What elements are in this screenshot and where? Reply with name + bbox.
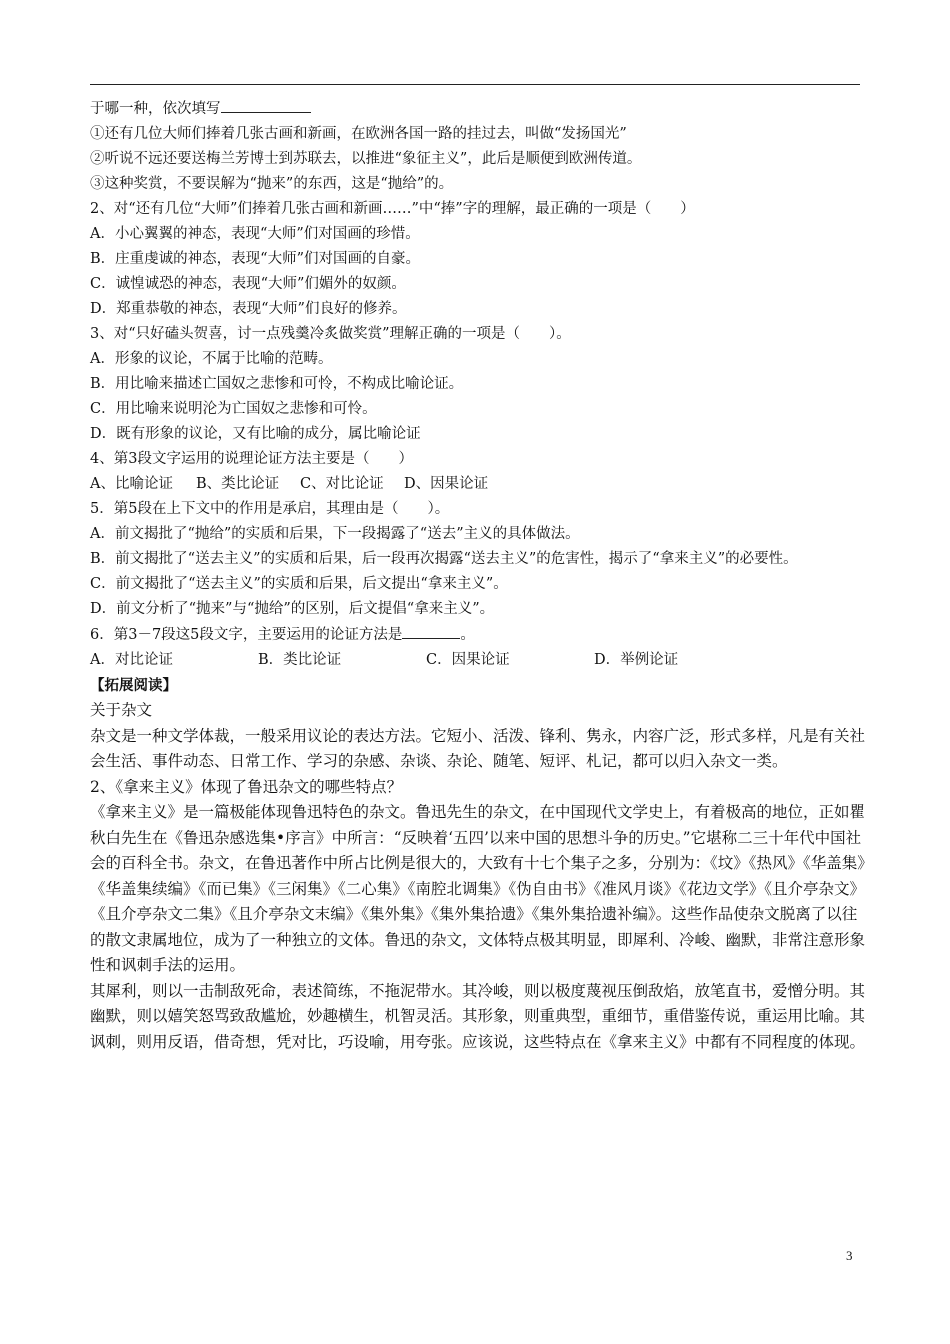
question-6-end: 。 (460, 627, 475, 643)
question-2-option-a: A．小心翼翼的神态，表现“大师”们对国画的珍惜。 (90, 226, 420, 242)
extended-paragraph-3: 其犀利，则以一击制敌死命，表述简练，不拖泥带水。其冷峻，则以极度蔑视压倒敌焰，放笔直书，爱憎分明。其幽默，则以嬉笑怒骂致敌尴尬，妙趣横生，机智灵活。其形象，则重典型，重细节，重借鉴传说，重运用比喻。其讽刺，则用反语，借奇想，凭对比，巧设喻，用夸张。应该说，这些特点在《拿来主义》中都有不同程度的体现。 (90, 981, 866, 1051)
page-number: 3 (846, 1248, 853, 1263)
question-4: 4、第3段文字运用的说理论证方法主要是（ ） (90, 451, 413, 467)
question-6-options (90, 648, 865, 673)
question-2-option-d: D．郑重恭敬的神态，表现“大师”们良好的修养。 (90, 301, 407, 317)
question-2: 2、对“还有几位“大师”们捧着几张古画和新画……”中“捧”字的理解，最正确的一项是（ ） (90, 201, 695, 217)
question-6-option-d: D．举例论证 (594, 652, 679, 668)
question-6-text: 6．第3－7段这5段文字，主要运用的论证方法是 (90, 627, 403, 643)
sentence-3: ③这种奖赏，不要误解为“抛来”的东西，这是“抛给”的。 (90, 176, 454, 192)
sentence-2: ②听说不远还要送梅兰芳博士到苏联去，以推进“象征主义”，此后是顺便到欧洲传道。 (90, 151, 642, 167)
question-2-option-c: C．诚惶诚恐的神态，表现“大师”们媚外的奴颜。 (90, 276, 406, 292)
answer-blank-6[interactable] (402, 622, 460, 639)
question-5-option-d: D．前文分析了“抛来”与“抛给”的区别，后文提倡“拿来主义”。 (90, 601, 495, 617)
question-6-option-a: A．对比论证 (90, 652, 173, 668)
extended-paragraph-1: 杂文是一种文学体裁，一般采用议论的表达方法。它短小、活泼、锋利、隽永，内容广泛，形式多样，凡是有关社会生活、事件动态、日常工作、学习的杂感、杂谈、杂论、随笔、短评、札记，都可以归入杂文一类。 (90, 726, 866, 770)
question-6-option-b: B．类比论证 (258, 652, 342, 668)
question-2-option-b: B．庄重虔诚的神态，表现“大师”们对国画的自豪。 (90, 251, 420, 267)
question-5-option-b: B．前文揭批了“送去主义”的实质和后果，后一段再次揭露“送去主义”的危害性，揭示了“拿来主义”的必要性。 (90, 551, 798, 567)
question-3: 3、对“只好磕头贺喜，讨一点残羹冷炙做奖赏”理解正确的一项是（ ）。 (90, 326, 571, 342)
page-content (90, 96, 865, 1055)
question-4-option-c: C、对比论证 (300, 476, 384, 492)
extended-question: 2、《拿来主义》体现了鲁迅杂文的哪些特点？ (90, 777, 403, 796)
question-1-tail (90, 96, 865, 122)
question-4-option-b: B、类比论证 (196, 476, 280, 492)
question-5: 5．第5段在上下文中的作用是承启，其理由是（ ）。 (90, 501, 450, 517)
question-3-option-c: C．用比喻来说明沦为亡国奴之悲惨和可怜。 (90, 401, 377, 417)
answer-blank-1[interactable] (221, 96, 311, 113)
extended-reading-subtitle: 关于杂文 (90, 701, 153, 719)
question-3-option-a: A．形象的议论，不属于比喻的范畴。 (90, 351, 333, 367)
question-4-option-a: A、比喻论证 (90, 476, 173, 492)
question-6-option-c: C．因果论证 (426, 652, 510, 668)
question-6 (90, 622, 865, 648)
question-5-option-c: C．前文揭批了“送去主义”的实质和后果，后文提出“拿来主义”。 (90, 576, 508, 592)
header-rule (90, 84, 860, 85)
question-5-option-a: A．前文揭批了“抛给”的实质和后果，下一段揭露了“送去”主义的具体做法。 (90, 526, 580, 542)
question-3-option-d: D．既有形象的议论，又有比喻的成分，属比喻论证 (90, 426, 421, 442)
extended-paragraph-2: 《拿来主义》是一篇极能体现鲁迅特色的杂文。鲁迅先生的杂文，在中国现代文学史上，有着极高的地位，正如瞿秋白先生在《鲁迅杂感选集•序言》中所言：“反映着‘五四’以来中国的思想斗争的历史。”它堪称二三十年代中国社会的百科全书。杂文，在鲁迅著作中所占比例是很大的，大致有十七个集子之多，分别为：《坟》《热风》《华盖集》《华盖集续编》《而已集》《三闲集》《二心集》《南腔北调集》《伪自由书》《准风月谈》《花边文学》《且介亭杂文》《且介亭杂文二集》《且介亭杂文末编》《集外集》《集外集拾遗》《集外集拾遗补编》。这些作品使杂文脱离了以往的散文隶属地位，成为了一种独立的文体。鲁迅的杂文，文体特点极其明显，即犀利、冷峻、幽默，非常注意形象性和讽刺手法的运用。 (90, 803, 866, 974)
question-4-option-d: D、因果论证 (404, 476, 489, 492)
question-3-option-b: B．用比喻来描述亡国奴之悲惨和可怜，不构成比喻论证。 (90, 376, 464, 392)
extended-reading-header: 【拓展阅读】 (90, 677, 177, 694)
fill-in-prompt: 于哪一种，依次填写 (90, 101, 221, 117)
sentence-1: ①还有几位大师们捧着几张古画和新画，在欧洲各国一路的挂过去，叫做“发扬国光” (90, 126, 627, 142)
question-4-options (90, 472, 865, 497)
